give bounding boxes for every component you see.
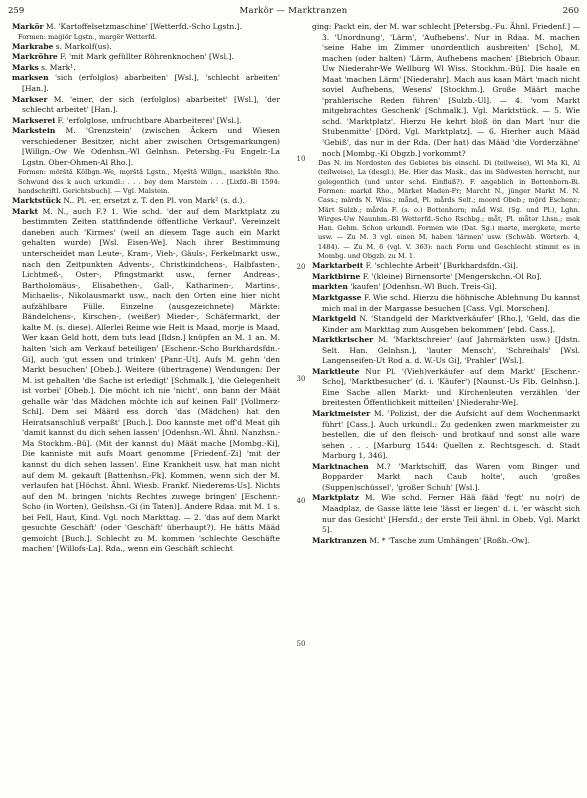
entry-text: Das N. im Nordosten des Gebietes bis einschl. Di (teilweise), Wl Ma Ki, Al (teilweise), La (desgl.), He. Hier das Mask., das im Südwesten herrscht, nur gelegentlich (und unter schd. Einfluß?). F. angeblich in Bottenhorn-Bi. Formen: markd Rho., Märket Maden-Fr; Marcht N., jünger Markt M. N. Cass.; märds N. Wiss.; mǟnd, Pl. mǟrds Selt.; moord Obeb.; mǭrd Eschenr.; Märt Sulzb.; mǟrda F. (s. o.) Bottenhorn; mǟd Wsl. (Sg. und Pl.), Lghn. Wirges-Uw Naunhm.-Bl Wetterfd.-Scho Rschbg.; mǟt, Pl. mǟtər Lhsn.; mak Han. Gehm. Schon urkundl. Formen wie (Dat. Sg.) marte, mergkete, merte usw. — Zu M. 3 vgl. einen M. haben 'lärmen' usw. (Schwäb. Wörterb. 4, 1484). — Zu M. 6 (vgl. V. 363): nach Form und Geschlecht stimmt es in Mombg. und Obgzb. zu M. 1. [318, 159, 580, 261]
entry-text: M. 'Kartoffelsetzmaschine' [Wetterfd.-Scho Lgstn.]. [43, 22, 243, 31]
entry-continuation [312, 22, 580, 159]
entry-text: M. N., auch F.? 1. Wie schd. 'der auf dem Marktplatz zu bestimmten Zeiten stattfindende öffentliche Verkauf'. Vereinzelt daneben auch 'Kirmes' (weil an diesem Tage auch ein Markt gehalten wurde) [Wsl. Eisen-We]. Nach ihrer Bestimmung unterscheidet man Leute-, Kram-, Vieh-, Gäuls-, Ferkelmarkt usw., nach den Zeitpunkten Advents-, Christkindchens-, Halbfasten-, Lichtmeß-, Oster-, Pfingstmarkt usw., ferner Andreas-, Bartholomäus-, Elisabethen-, Gall-, Katharinen-, Martins-, Michaelis-, Nikolausmarkt usw., nach den Orten eine hier nicht aufzählbare Fülle. Einzelne (ausgezeichnete) Märkte: Bändelchens-, Kirschen-, (weißer) Mieder-, Schäfermarkt, der kalte M. (s. diese). Allerlei Reime wie Heit is Maad, morje is Maad, Wer kaan Geld hott, dem tuts lead [Ildsn.] knüpfen an M. 1 an. M. halten 'sich am Verkauf beteiligen' [Eschenr.-Scho Burkhardsfdn.-Gi], auch 'gut essen und trinken' [Panr.-Ut]. Aufs M. gehn 'den Markt besuchen' [Obeb.]. Weitere (übertragene) Wendungen: Der M. ist gehalten 'die Sache ist erledigt' [Schmalk.], 'die Gelegenheit ist vorbei' [Obeb.]. Die möcht ich nie 'nicht', onn bann der Määt gehalle wär 'das Mädchen möchte ich auf keinen Fall' [Vollmerz-Schl]. Dem sei Määrd ess dorch 'das (Mädchen) hat den Heiratsanschluß verpaßt' [Buch.]. Doo kannste met off'd Meat gih 'damit kannst du dich sehen lassen' [Odenhsn.-Wl. Ähnl. Nanzhsn.-Ma Stockhm.-Bü]. (Mit der kannst du) Määt mache [Mombg.-Ki], Die kanniste mit aufs Moart genomme [Friedenf.-Zi] 'mit der kannst du dich sehen lassen'. Eine Krankheit usw. hat man nicht auf dem M. gekauft [Battenhsn.-Fk]. Kommen, wenn sich der M. verlaufen hat [Höchst. Ähnl. Wiesb. Frankf. Niederems-Us]. Nichts auf den M. bringen 'nichts Rechtes zuwege bringen' [Eschenr.-Scho (in Worten), Geilshsn.-Gi (in Taten)]. Andere Rdaa. mit M. 1 s. bei Fell, Haut, Kind. Vgl. noch Markttag. — 2. 'das auf dem Markt gesuchte Geschäft' (oder 'Geschäft' überhaupt?). He hätts Määd gemoicht [Buch.]. Schlecht zu M. kommen 'schlechte Geschäfte machen' [Willofs-La]. Rda., wenn ein Geschäft schlecht [22, 206, 280, 554]
line-number: 40 [296, 497, 306, 505]
dictionary-entry [12, 52, 280, 63]
headword: Markröhre [12, 52, 58, 62]
entry-note [312, 159, 580, 261]
dictionary-entry [312, 261, 580, 272]
dictionary-entry [12, 73, 280, 94]
dictionary-entry [312, 335, 580, 367]
headword: markten [312, 282, 348, 292]
dictionary-entry [312, 409, 580, 462]
entry-text: Formen: mörštā Kölbgn.-We, mǫrštā Lgstn., Mǫrštā Willgn., markštēn Rho. Schwund des k auch urkundl.: . . . bey dem Marstein . . . [Lixfd.-Bi 1594: handschriftl. Gerichtsbuch]. — Vgl. Malstein. [18, 168, 280, 195]
dictionary-entry [12, 42, 280, 53]
entry-text: M. 'Grenzstein' (zwischen Äckern und Wiesen verschiedener Besitzer, nicht aber zwischen Ortsgemarkungen) [Willgn.-Ow We Odenhsn.-Wl Gelnhsn. Petersbg.-Fu Engelr.-La Lgstn. Ober-Ohmen-Al Rho.]. [22, 126, 280, 167]
headword: Markrabe [12, 41, 54, 51]
dictionary-entry [312, 493, 580, 535]
dictionary-entry [12, 196, 280, 207]
entry-text: M. Wie schd. Ferner Hää fääd 'fegt' nu no(r) de Maadplaz, de Gasse lätte leie 'lässt er liegen' d. i. 'er wäscht sich nur das Gesicht' [Hersfd.; der erste Teil ähnl. in Obeb. Vgl. Markt 5]. [322, 493, 580, 535]
page-number-left: 259 [8, 6, 25, 16]
entry-text: N.. Pl. -er, ersetzt z. T. den Pl. von Mark² (s. d.). [60, 196, 245, 206]
headword: Markstein [12, 126, 56, 136]
entry-text: M.? 'Marktschiff, das Waren vom Binger und Bopparder Markt nach Caub holte', auch 'großes (Suppen)schüssel', 'großer Schuh' [Wsl.]. [322, 461, 580, 492]
entry-text: F. 'schlechte Arbeit' [Burkhardsfdn.-Gi]. [363, 261, 519, 271]
line-number: 50 [296, 640, 306, 648]
entry-text: Formen: magiör Lgstn., margër Wetterfd. [18, 32, 157, 41]
headword: Marktbirne [312, 271, 361, 281]
entry-text: s. Markolf(us). [53, 41, 112, 51]
headword: Marktarbeit [312, 261, 364, 271]
headword: Markser [12, 94, 48, 104]
entry-text: M. * 'Tasche zum Umhängen' [Roßb.-Ow]. [366, 535, 530, 545]
headword: Marktgasse [312, 293, 362, 303]
left-column [12, 22, 280, 792]
headword: Marktranzen [312, 535, 367, 545]
headword: Marks [12, 62, 39, 72]
entry-text: M. 'Polizist, der die Aufsicht auf dem Wochenmarkt führt' [Cass.]. Auch urkundl.: Zu gedenken zwen markmeister zu bestellen, die uf den fleisch- und brotkauf und sonst alle ware sehen . . . [Marburg 1544: Quellen z. Rechtsgesch. d. Stadt Marburg 1, 346]. [322, 409, 580, 461]
dictionary-entry [312, 293, 580, 314]
line-number: 20 [296, 263, 306, 271]
dictionary-entry [12, 63, 280, 74]
page-header [8, 4, 579, 18]
headword: Marktleute [312, 366, 360, 376]
headword: Markserei [12, 115, 56, 125]
entry-text: s. Mark¹. [38, 62, 76, 72]
dictionary-entry [312, 536, 580, 547]
dictionary-entry [12, 22, 280, 33]
entry-text: 'kaufen' [Odenhsn.-Wl Buch. Treis-Gi]. [347, 282, 497, 292]
entry-text: F. Wie schd. Hierzu die höhnische Ablehnung Du kannst mich mal in der Margasse besuchen [Cass. Vgl. Morschen]. [322, 293, 580, 313]
entry-text: F. 'mit Mark gefüllter Röhrenknochen' [Wsl.]. [57, 52, 234, 62]
headword: Markör [12, 22, 44, 31]
entry-text: M. 'Marktschreier' (auf Jahrmärkten usw.) [Jdstn. Selt. Han. Gelnhsn.], 'lauter Mensch', 'Schreihals' [Wsl. Langenseifen-Ut Rod a. d. W.-Us Gi], 'Prahler' [Wsl.]. [322, 335, 580, 366]
entry-text: Nur Pl. '(Vieh)verkäufer auf dem Markt' [Eschenr.-Scho], 'Marktbesucher' (d. i. 'Käufer') [Naunst.-Us Flb. Gelnhsn.]. Eine Sache allen Markt- und Kirchenleuten verzählen 'der breitesten Öffentlichkeit mitteilen' [Niederahr-We]. [322, 366, 580, 408]
headword: Markt [12, 206, 38, 216]
headword: Marktkrischer [312, 335, 374, 345]
headword: marksen [12, 73, 49, 83]
dictionary-entry [312, 282, 580, 293]
dictionary-entry [12, 116, 280, 127]
headword: Marktmeister [312, 409, 371, 419]
dictionary-entry [12, 207, 280, 555]
entry-note [12, 168, 280, 196]
headword: Marktstück [12, 196, 61, 206]
page-number-right: 260 [562, 6, 579, 16]
entry-text: F. '(kleine) Birnensorte' [Mengerskchn.-Ol Ro]. [360, 271, 542, 281]
dictionary-entry [312, 462, 580, 494]
dictionary-entry [312, 314, 580, 335]
line-number: 10 [296, 155, 306, 163]
headword: Marktgeld [312, 314, 357, 324]
entry-text: M. 'einer, der sich (erfolglos) abarbeitet' [Wsl.], 'der schlecht arbeitet' [Han.]. [22, 94, 280, 115]
entry-note [12, 33, 280, 42]
headword: Marktnachen [312, 461, 369, 471]
entry-text: ging: Packt ein, der M. war schlecht [Petersbg.-Fu. Ähnl. Friedenf.] — 3. 'Unordnung', 'Lärm', 'Aufhebens'. Nur in Rdaa. M. machen 'seine Habe im Zimmer unordentlich ausbreiten' [Scho], M. machen (oder halten) 'Lärm, Aufhebens machen' [Biebrich Obaur. Uw Niederahr-We Wellburg Wl Wiss. Stockhm.-Bü]. Die haale en Maat 'machen Lärm' [Niederahr]. Mach aus kaan Märt 'mach nicht soviel Aufhebens, Wesens' [Stockhm.]. Große Määrt mache 'prahlerische Reden führen' [Sulzb.-Ul]. — 4. 'vom Markt mitgebrachtes Geschenk' [Schmalk.]. Vgl. Marktstück. — 5. Wie schd. 'Marktplatz'. Hierzu He kehrt bloß ön dan Mart 'nur die Stubenmitte' [Dörd. Vgl. Marktplatz]. — 6. Hierher auch Määd 'Gebiß', das nur in der Rda. (Der hat) das Määd 'die Vorderzähne' noch [Mombg.-Ki Obgzb.] vorkommt? [312, 22, 580, 158]
dictionary-entry [12, 95, 280, 116]
dictionary-entry [312, 272, 580, 283]
line-number: 30 [296, 375, 306, 383]
dictionary-entry [12, 126, 280, 168]
running-title: Markör — Marktranzen [239, 6, 348, 16]
headword: Marktplatz [312, 493, 359, 503]
entry-text: F. 'erfolglose, unfruchtbare Abarbeiterei' [Wsl.]. [55, 115, 242, 125]
dictionary-entry [312, 367, 580, 409]
entry-text: 'sich (erfolglos) abarbeiten' [Wsl.], 'schlecht arbeiten' [Han.]. [22, 73, 280, 94]
entry-text: N. 'Standgeld der Marktverkäufer' [Rho.], 'Geld, das die Kinder am Markttag zum Ausgeben bekommen' [ebd. Cass.]. [322, 314, 580, 334]
right-column [312, 22, 580, 792]
